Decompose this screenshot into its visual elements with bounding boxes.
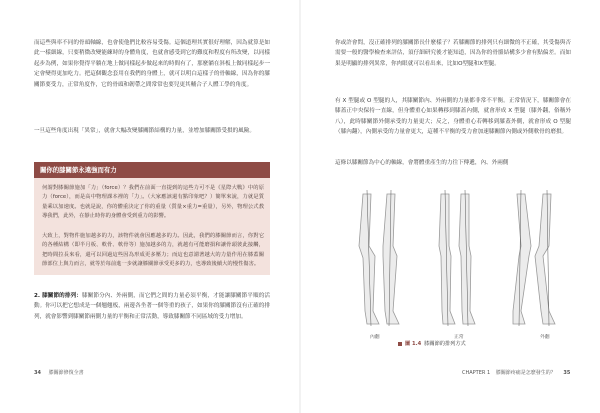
page-number: 35	[563, 370, 571, 376]
right-page	[300, 0, 600, 413]
figure-title	[398, 340, 466, 347]
section-text: 膝關節分內、外兩側，而它們之間的力量必須平衡，才能讓膝關節平順的活動。你可以把它想成是一個翹翹板，兩邊各坐著一個等重的孩子，如果你的膝關節沒有正確的排列，就會影響到膝關節兩側力量的平衡和正常活動，導致膝關節不同區域的受力增加。	[34, 293, 270, 320]
section-heading: 2. 膝關節的排列：	[34, 293, 82, 299]
sidebar-box	[34, 162, 270, 275]
left-footer	[34, 369, 84, 376]
knee-alignment-figure	[353, 186, 561, 334]
caption-valgus: 外翻	[540, 335, 550, 340]
figure-title-text: 膝關節的排列方式	[424, 341, 466, 347]
figure-marker	[398, 342, 402, 346]
left-paragraph-2: 一旦這些角度出現「異常」，就會大幅改變膝關節結構的力量，並增加膝關節受損的風險。	[34, 128, 255, 134]
book-title: 膝關節修復全書	[48, 370, 84, 376]
right-paragraph-3: 這條以膝關節為中心的軸線，會將體重產生的力往下傳遞，內、外兩側	[335, 160, 509, 166]
chapter-title: 膝關節疼痛是怎麼發生的？	[495, 370, 556, 376]
sidebar-box-title: 關你的膝關節永遠強而有力	[34, 162, 270, 178]
caption-varus: 內翻	[370, 335, 380, 340]
sidebar-box-paragraph-1: 何謂對膝關節施加「力」（force）？我們在前面一直提到的這些力可不是《星際大戰》中的原力（force），而是高中物理課本裡的「力」。（大家應該還有點印象吧？）簡單來說，力就是質量乘以加速度。也就是說，你的體重決定了你的重量（質量×重力=重量），另外，物理公式教導我們，此外，在靜止時你的身體會受到重力的影響。	[42, 185, 264, 219]
right-paragraph-1: 你或許會問，沒正確排列的膝關節長什麼樣子？若膝關節的排列只有細微的不正確，其受傷與否需要一般的醫學檢查來評估，須仔細研究後才能知道，因為你的骨骼結構多少會有點偏差。而如果是明顯的排列異常，你肉眼就可以看出來，比如O型腿和X型腿。	[335, 40, 571, 67]
page-number: 34	[34, 370, 41, 376]
caption-normal: 正常	[454, 335, 464, 340]
left-paragraph-1: 而這些與率不同的骨頭軸線，也會使他們比較容易受傷。這個道理其實很好理解，因為就算是如此一樣細線，只要稍微改變能練時的身體角度，也就會感受到它的難度和程度有所改變，以同樣起步為例，如果你覺得平躺在地上做同樣起步做起來的時間有了，那麼躺在斜板上做同樣起步一定會變得更加吃力。把這個觀念套用在我們的身體上，就可以明白這樣子的骨軸線，因為你的膝關節要受力，正常角度作，它的骨頭和韌帶之間常常也要兒更其輔合子人體工學的角度。	[34, 40, 270, 88]
figure-number: 圖 1.4	[405, 341, 422, 347]
sidebar-box-paragraph-2: 大致上，對物件施加越多的力，該物件就會因應越多的力。因此，我們的膝關節而言，你對它的各種結構（即半月板、軟骨、軟骨等）施加越多的力，就越有可能磨損和讓骨頭彼此接觸，把時間拉長來看，還可以回過這些因為形成更多壓力；而這也意謂著越大的力量作用在膝蓋關節部位上與力而言，就等於每前進一步就讓膝關節承受更多的力，也導致後續大的慢性傷害。	[42, 233, 264, 267]
varus-legs	[359, 194, 399, 324]
right-footer	[462, 369, 570, 376]
normal-legs	[439, 194, 475, 324]
right-paragraph-2: 有 X 型腿或 O 型腿的人，其膝關節內、外兩側的力量都非常不平衡。正常情況下，膝關節會在膝蓋正中央保持一直線，但身體重心如果轉移到膝蓋內側，就會形成 X 型腿（膝外翻，俗稱外八），此時膝關節外側承受的力量更大；反之，身體重心若轉移到膝蓋外側，就會形成 O 型腿（膝內翻），內側承受的力量會更大，這種不平衡的受力會加速膝關節內側或外側軟骨的磨損。	[335, 98, 571, 136]
left-paragraph-3	[34, 291, 270, 322]
chapter-label: CHAPTER 1	[462, 370, 491, 376]
